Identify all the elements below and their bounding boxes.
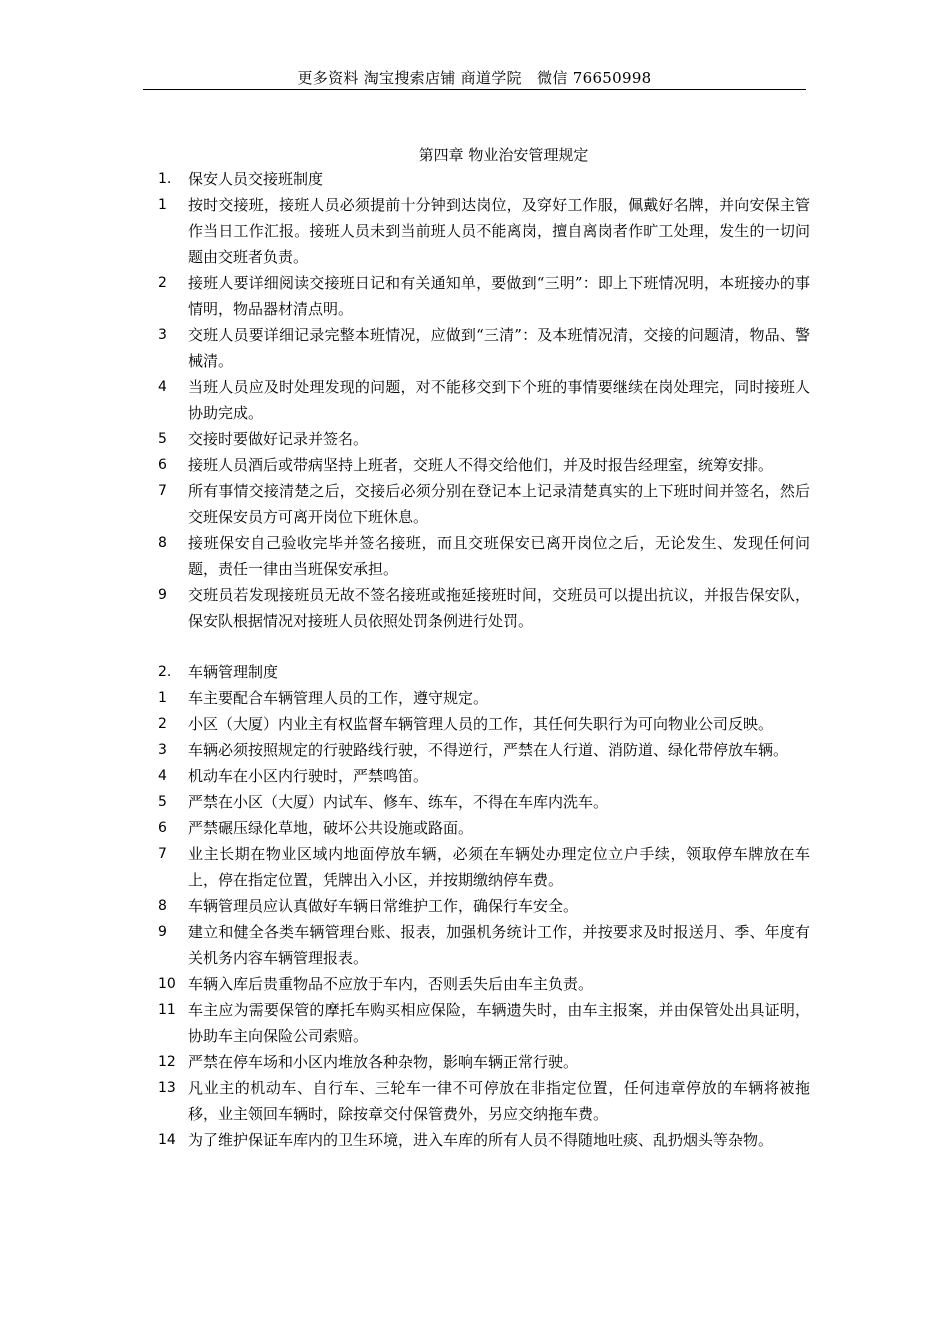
header-divider — [143, 89, 806, 90]
item-number: 3 — [158, 327, 167, 343]
list-item — [158, 270, 810, 322]
item-text: 车辆必须按照规定的行驶路线行驶，不得逆行，严禁在人行道、消防道、绿化带停放车辆。 — [188, 741, 789, 759]
list-item — [158, 530, 810, 582]
item-text: 严禁碾压绿化草地，破坏公共设施或路面。 — [188, 819, 474, 837]
item-number: 8 — [158, 535, 167, 551]
item-number: 6 — [158, 820, 167, 836]
item-number: 2 — [158, 716, 167, 732]
list-item — [158, 478, 810, 530]
item-text: 凡业主的机动车、自行车、三轮车一律不可停放在非指定位置，任何违章停放的车辆将被拖移，业主领回车辆时，除按章交付保管费外，另应交纳拖车费。 — [188, 1079, 810, 1123]
section-number: 1. — [158, 171, 172, 187]
item-number: 8 — [158, 898, 167, 914]
item-text: 所有事情交接清楚之后，交接后必须分别在登记本上记录清楚真实的上下班时间并签名，然后交班保安员方可离开岗位下班休息。 — [188, 482, 810, 526]
item-number: 13 — [158, 1080, 176, 1096]
section-number: 2. — [158, 664, 172, 680]
list-item — [158, 971, 810, 997]
list-item — [158, 452, 810, 478]
list-item — [158, 426, 810, 452]
item-text: 机动车在小区内行驶时，严禁鸣笛。 — [188, 767, 429, 785]
item-text: 建立和健全各类车辆管理台账、报表，加强机务统计工作，并按要求及时报送月、季、年度有关机务内容车辆管理报表。 — [188, 923, 810, 967]
list-item — [158, 737, 810, 763]
item-text: 交接时要做好记录并签名。 — [188, 430, 369, 448]
list-item — [158, 763, 810, 789]
list-item — [158, 815, 810, 841]
item-text: 业主长期在物业区域内地面停放车辆，必须在车辆处办理定位立户手续，领取停车牌放在车上，停在指定位置，凭牌出入小区，并按期缴纳停车费。 — [188, 845, 810, 889]
list-item — [158, 1127, 810, 1153]
section-title: 车辆管理制度 — [188, 663, 279, 681]
item-text: 交班人员要详细记录完整本班情况，应做到“三清”：及本班情况清，交接的问题清，物品、警械清。 — [188, 326, 810, 370]
list-item — [158, 789, 810, 815]
list-item — [158, 841, 810, 893]
item-number: 4 — [158, 379, 167, 395]
item-number: 10 — [158, 976, 176, 992]
item-number: 4 — [158, 768, 167, 784]
list-item — [158, 997, 810, 1049]
chapter-title: 第四章 物业治安管理规定 — [418, 146, 589, 164]
page-header: 更多资料 淘宝搜索店铺 商道学院 微信 76650998 — [297, 69, 652, 87]
item-text: 车主要配合车辆管理人员的工作，遵守规定。 — [188, 689, 489, 707]
item-number: 1 — [158, 197, 167, 213]
item-text: 按时交接班，接班人员必须提前十分钟到达岗位，及穿好工作服，佩戴好名牌，并向安保主管作当日工作汇报。接班人员未到当前班人员不能离岗，擅自离岗者作旷工处理，发生的一切问题由交班者负责。 — [188, 196, 810, 266]
list-item — [158, 582, 810, 634]
list-item — [158, 685, 810, 711]
list-item — [158, 322, 810, 374]
item-number: 5 — [158, 794, 167, 810]
item-text: 车辆入库后贵重物品不应放于车内，否则丢失后由车主负责。 — [188, 975, 594, 993]
section-spacer — [158, 634, 810, 659]
section-shift-handover — [158, 166, 810, 634]
list-item — [158, 192, 810, 270]
item-text: 车辆管理员应认真做好车辆日常维护工作，确保行车安全。 — [188, 897, 579, 915]
list-item — [158, 1049, 810, 1075]
list-item — [158, 711, 810, 737]
item-number: 14 — [158, 1132, 176, 1148]
item-text: 车主应为需要保管的摩托车购买相应保险，车辆遗失时，由车主报案，并由保管处出具证明，协助车主向保险公司索赔。 — [188, 1001, 810, 1045]
item-text: 严禁在停车场和小区内堆放各种杂物，影响车辆正常行驶。 — [188, 1053, 579, 1071]
item-number: 5 — [158, 431, 167, 447]
section-vehicle-management — [158, 659, 810, 1153]
list-item — [158, 893, 810, 919]
item-number: 9 — [158, 924, 167, 940]
item-text: 当班人员应及时处理发现的问题，对不能移交到下个班的事情要继续在岗处理完，同时接班人协助完成。 — [188, 378, 810, 422]
item-number: 7 — [158, 483, 167, 499]
item-text: 小区（大厦）内业主有权监督车辆管理人员的工作，其任何失职行为可向物业公司反映。 — [188, 715, 774, 733]
document-body — [158, 166, 810, 1153]
item-number: 1 — [158, 690, 167, 706]
item-number: 7 — [158, 846, 167, 862]
item-text: 接班人要详细阅读交接班日记和有关通知单，要做到“三明”：即上下班情况明，本班接办的事情明，物品器材清点明。 — [188, 274, 810, 318]
item-number: 3 — [158, 742, 167, 758]
section-heading — [158, 166, 810, 192]
item-text: 为了维护保证车库内的卫生环境，进入车库的所有人员不得随地吐痰、乱扔烟头等杂物。 — [188, 1131, 774, 1149]
item-text: 交班员若发现接班员无故不签名接班或拖延接班时间，交班员可以提出抗议，并报告保安队，保安队根据情况对接班人员依照处罚条例进行处罚。 — [188, 586, 810, 630]
list-item — [158, 919, 810, 971]
item-number: 9 — [158, 587, 167, 603]
item-number: 2 — [158, 275, 167, 291]
list-item — [158, 374, 810, 426]
item-text: 接班保安自己验收完毕并签名接班，而且交班保安已离开岗位之后，无论发生、发现任何问题，责任一律由当班保安承担。 — [188, 534, 810, 578]
item-text: 严禁在小区（大厦）内试车、修车、练车，不得在车库内洗车。 — [188, 793, 609, 811]
section-title: 保安人员交接班制度 — [188, 170, 324, 188]
item-number: 6 — [158, 457, 167, 473]
list-item — [158, 1075, 810, 1127]
item-text: 接班人员酒后或带病坚持上班者，交班人不得交给他们，并及时报告经理室，统筹安排。 — [188, 456, 774, 474]
item-number: 11 — [158, 1002, 176, 1018]
section-heading — [158, 659, 810, 685]
item-number: 12 — [158, 1054, 176, 1070]
